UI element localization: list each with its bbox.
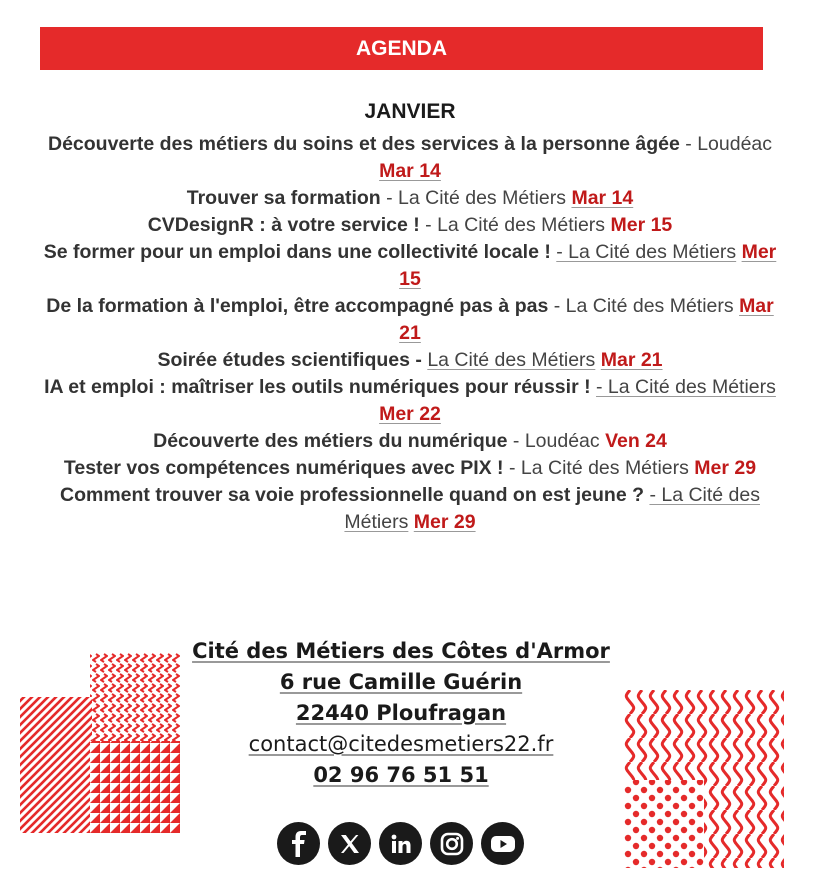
youtube-icon[interactable] <box>481 822 524 865</box>
event-date[interactable]: Mer 15 <box>399 241 777 290</box>
event-date[interactable]: Mer 22 <box>379 403 441 425</box>
event-item[interactable] <box>42 212 778 239</box>
event-item[interactable] <box>42 131 778 185</box>
event-date[interactable]: Mer 29 <box>694 457 757 479</box>
event-item[interactable] <box>42 347 778 374</box>
event-title[interactable]: Soirée études scientifiques - <box>157 349 422 371</box>
event-place: - Loudéac <box>685 133 773 155</box>
event-date[interactable]: Mer 15 <box>610 214 673 236</box>
social-icons <box>277 822 527 866</box>
address-street[interactable]: 6 rue Camille Guérin <box>279 670 523 694</box>
event-place: - Loudéac <box>512 430 600 452</box>
event-title[interactable]: De la formation à l'emploi, être accompagné pas à pas <box>46 295 549 317</box>
pattern-decoration-right <box>624 690 784 870</box>
event-list <box>42 131 778 536</box>
event-place: - La Cité des Métiers <box>386 187 567 209</box>
event-item[interactable] <box>42 374 778 428</box>
event-date[interactable]: Ven 24 <box>605 430 667 452</box>
contact-block <box>180 636 622 791</box>
event-item[interactable] <box>42 239 778 293</box>
agenda-banner <box>40 27 763 70</box>
event-item[interactable] <box>42 455 778 482</box>
event-place: - La Cité des Métiers <box>508 457 689 479</box>
event-title[interactable]: CVDesignR : à votre service ! <box>147 214 420 236</box>
facebook-icon[interactable] <box>277 822 320 865</box>
event-date[interactable]: Mar 21 <box>399 295 774 344</box>
event-date[interactable]: Mer 29 <box>413 511 476 533</box>
agenda-title: AGENDA <box>355 37 447 60</box>
event-place[interactable]: - La Cité des Métiers <box>344 484 760 533</box>
event-date[interactable]: Mar 14 <box>571 187 634 209</box>
event-item[interactable] <box>42 185 778 212</box>
event-place: - La Cité des Métiers <box>553 295 734 317</box>
email-link[interactable]: contact@citedesmetiers22.fr <box>248 732 554 756</box>
event-place[interactable]: - La Cité des Métiers <box>596 376 776 398</box>
event-title[interactable]: Se former pour un emploi dans une collectivité locale ! <box>43 241 551 263</box>
org-name <box>180 636 622 667</box>
event-item[interactable] <box>42 428 778 455</box>
month-heading: JANVIER <box>364 100 456 123</box>
event-place[interactable]: - La Cité des Métiers <box>556 241 737 263</box>
event-title[interactable]: Comment trouver sa voie professionnelle quand on est jeune ? <box>59 484 645 506</box>
event-title[interactable]: Découverte des métiers du numérique <box>153 430 508 452</box>
phone-link[interactable]: 02 96 76 51 51 <box>313 763 489 787</box>
event-title[interactable]: Trouver sa formation <box>186 187 381 209</box>
event-title[interactable]: IA et emploi : maîtriser les outils numériques pour réussir ! <box>44 376 591 398</box>
event-date[interactable]: Mar 21 <box>600 349 663 371</box>
event-title[interactable]: Tester vos compétences numériques avec PIX ! <box>63 457 504 479</box>
org-name-link[interactable]: Cité des Métiers des Côtes d'Armor <box>192 639 610 663</box>
instagram-icon[interactable] <box>430 822 473 865</box>
x-icon[interactable] <box>328 822 371 865</box>
pattern-decoration-left <box>20 653 182 833</box>
event-title[interactable]: Découverte des métiers du soins et des services à la personne âgée <box>47 133 680 155</box>
event-item[interactable] <box>42 482 778 536</box>
linkedin-icon[interactable] <box>379 822 422 865</box>
event-place: - La Cité des Métiers <box>425 214 606 236</box>
event-date[interactable]: Mar 14 <box>379 160 441 182</box>
address-city[interactable]: 22440 Ploufragan <box>295 701 507 725</box>
event-item[interactable] <box>42 293 778 347</box>
event-place[interactable]: La Cité des Métiers <box>427 349 596 371</box>
